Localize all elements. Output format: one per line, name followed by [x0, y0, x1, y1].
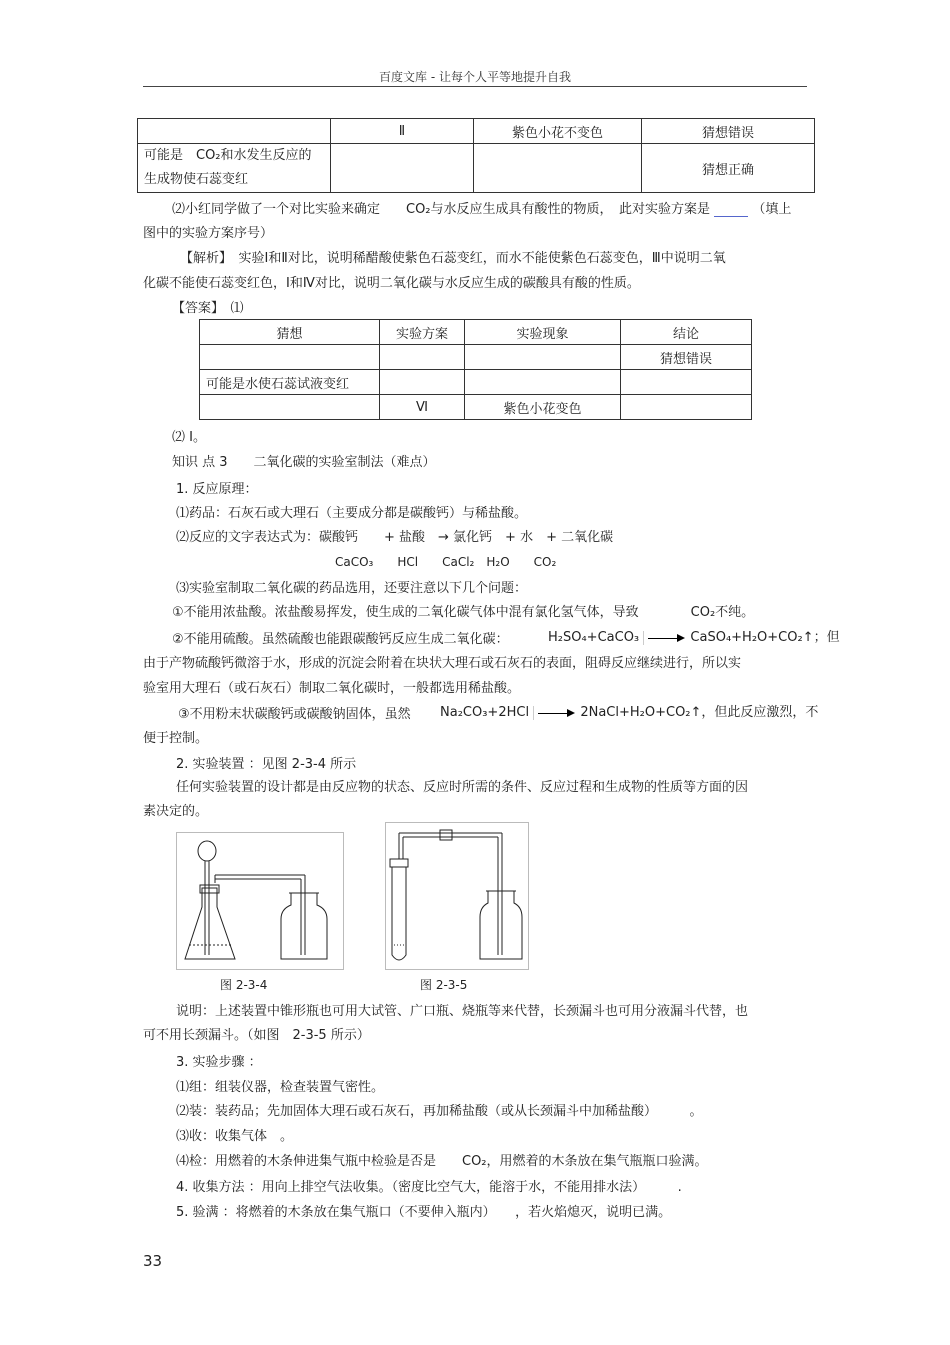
paragraph: ⑴组：组装仪器，检查装置气密性。: [176, 1080, 385, 1095]
reaction-arrow-icon: [533, 706, 576, 720]
table-cell: [200, 345, 380, 370]
paragraph: 便于控制。: [143, 731, 209, 746]
header-rule: [143, 86, 807, 87]
paragraph: 任何实验装置的设计都是由反应物的状态、反应时所需的条件、反应过程和生成物的性质等方面的因: [176, 780, 749, 795]
paragraph: ⑶实验室制取二氧化碳的药品选用，还要注意以下几个问题：: [176, 581, 528, 596]
table-cell: [200, 395, 380, 420]
paragraph: ⑵ Ⅰ。: [172, 430, 206, 445]
table-row: [200, 370, 752, 395]
text: CaSO₄+H₂O+CO₂↑；但: [690, 630, 840, 645]
table-row: [200, 395, 752, 420]
answer-table: [199, 319, 752, 420]
paragraph: 1. 反应原理：: [176, 482, 258, 497]
table-cell: 可能是水使石蕊试液变红: [200, 370, 380, 395]
paragraph: 2. 实验装置 ：见图 2-3-4 所示: [176, 757, 357, 772]
answer-blank[interactable]: [714, 204, 748, 217]
table-header: 结论: [621, 320, 752, 345]
text: ②不能用硫酸。虽然硫酸也能跟碳酸钙反应生成二氧化碳：: [172, 632, 509, 647]
table-cell: 紫色小花变色: [465, 395, 621, 420]
table-cell: [380, 345, 465, 370]
table-cell: Ⅱ: [331, 119, 474, 144]
table-row: [138, 144, 815, 193]
table-cell: 猜想错误: [642, 119, 815, 144]
paragraph: ⑴药品：石灰石或大理石（主要成分都是碳酸钙）与稀盐酸。: [176, 506, 528, 521]
figure-caption: 图 2-3-5: [420, 978, 468, 992]
apparatus-drawing: [177, 833, 343, 969]
table-header-row: [200, 320, 752, 345]
text: （填上: [752, 202, 792, 217]
paragraph: 化碳不能使石蕊变红色，Ⅰ和Ⅳ对比，说明二氧化碳与水反应生成的碳酸具有酸的性质。: [143, 276, 640, 291]
table-cell: [621, 370, 752, 395]
table-cell: [465, 345, 621, 370]
text: Na₂CO₃+2HCl: [440, 705, 530, 720]
paragraph: 4. 收集方法 ：用向上排空气法收集。（密度比空气大，能溶于水，不能用排水法） .: [176, 1180, 682, 1195]
table-header: 猜想: [200, 320, 380, 345]
paragraph: [172, 628, 509, 647]
paragraph: 由于产物硫酸钙微溶于水，形成的沉淀会附着在块状大理石或石灰石的表面，阻碍反应继续进行，所以实: [143, 656, 742, 671]
text: 2NaCl+H₂O+CO₂↑，但此反应激烈，不: [580, 705, 819, 720]
table-cell: 可能是 CO₂和水发生反应的 生成物使石蕊变红: [138, 144, 331, 193]
table-cell: [465, 370, 621, 395]
paragraph: [172, 198, 791, 217]
table-row: [200, 345, 752, 370]
figure-apparatus-2-3-4: [176, 832, 344, 970]
paragraph: ⑶收：收集气体 。: [176, 1129, 294, 1144]
paragraph: 素决定的。: [143, 804, 209, 819]
page-header: 百度文库 - 让每个人平等地提升自我: [379, 70, 571, 84]
table-cell: [474, 144, 642, 193]
equation: [440, 701, 818, 720]
table-cell: 猜想错误: [621, 345, 752, 370]
result-table-1: [137, 118, 815, 193]
figure-apparatus-2-3-5: [385, 822, 529, 970]
reaction-arrow-icon: [643, 631, 686, 645]
paragraph: 可不用长颈漏斗。（如图 2-3-5 所示）: [143, 1028, 370, 1043]
figure-caption: 图 2-3-4: [220, 978, 268, 992]
table-cell: 猜想正确: [642, 144, 815, 193]
table-cell: [331, 144, 474, 193]
table-cell: 紫色小花不变色: [474, 119, 642, 144]
paragraph: ①不能用浓盐酸。浓盐酸易挥发，使生成的二氧化碳气体中混有氯化氢气体，导致 CO₂不纯。: [172, 605, 755, 620]
table-header: 实验方案: [380, 320, 465, 345]
table-cell: [621, 395, 752, 420]
paragraph: 【解析】 实验Ⅰ和Ⅱ对比，说明稀醋酸使紫色石蕊变红，而水不能使紫色石蕊变色，Ⅲ中说明二氧: [180, 251, 726, 266]
formula-row: CaCO₃ HCl CaCl₂ H₂O CO₂: [335, 555, 557, 569]
paragraph: 5. 验满 ：将燃着的木条放在集气瓶口（不要伸入瓶内） ，若火焰熄灭，说明已满。: [176, 1205, 672, 1220]
table-cell: [138, 119, 331, 144]
paragraph: ⑵反应的文字表达式为：碳酸钙 + 盐酸 → 氯化钙 + 水 + 二氧化碳: [176, 530, 614, 545]
paragraph: ③不用粉末状碳酸钙或碳酸钠固体，虽然: [178, 707, 411, 722]
paragraph: 【答案】 ⑴: [172, 301, 244, 316]
equation: [548, 626, 840, 645]
apparatus-drawing: [386, 823, 528, 969]
text: ⑵小红同学做了一个对比实验来确定 CO₂与水反应生成具有酸性的物质， 此对实验方案是: [172, 202, 711, 217]
table-cell: [380, 370, 465, 395]
paragraph: 说明：上述装置中锥形瓶也可用大试管、广口瓶、烧瓶等来代替，长颈漏斗也可用分液漏斗代替，也: [176, 1004, 749, 1019]
paragraph: 图中的实验方案序号）: [143, 226, 274, 241]
table-header: 实验现象: [465, 320, 621, 345]
paragraph: 验室用大理石（或石灰石）制取二氧化碳时，一般都选用稀盐酸。: [143, 681, 521, 696]
table-row: [138, 119, 815, 144]
paragraph: ⑵装：装药品；先加固体大理石或石灰石，再加稀盐酸（或从长颈漏斗中加稀盐酸） 。: [176, 1104, 703, 1119]
text: H₂SO₄+CaCO₃: [548, 630, 640, 645]
page-number: 33: [143, 1252, 163, 1270]
paragraph: ⑷检：用燃着的木条伸进集气瓶中检验是否是 CO₂，用燃着的木条放在集气瓶瓶口验满。: [176, 1154, 708, 1169]
paragraph: 3. 实验步骤 ：: [176, 1055, 262, 1070]
table-cell: Ⅵ: [380, 395, 465, 420]
section-heading: 知识 点 3 二氧化碳的实验室制法（难点）: [172, 455, 436, 470]
